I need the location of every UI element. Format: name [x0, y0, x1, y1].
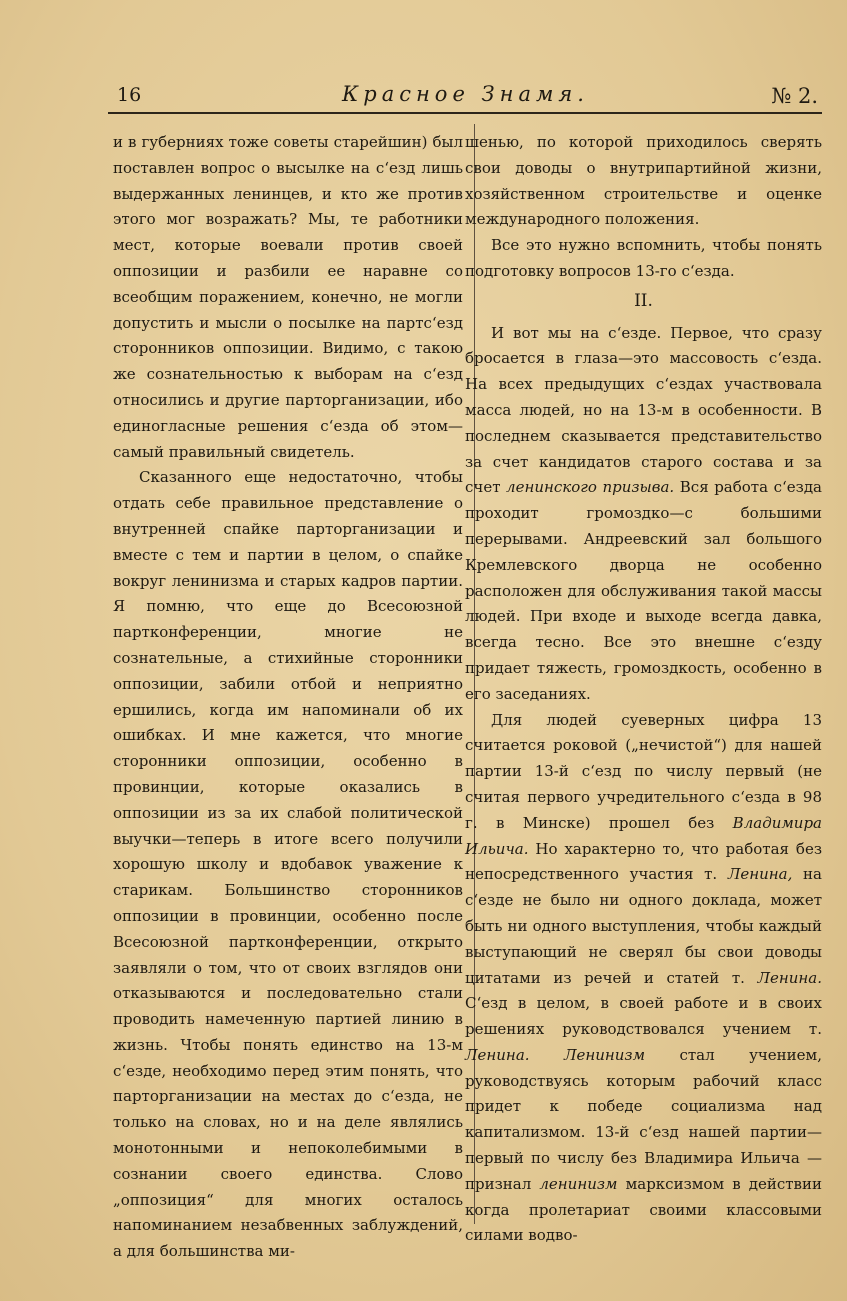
text-run: Но характерно то, что работая без непосредственного участия т. [465, 839, 822, 884]
left-paragraph-1: и в губерниях тоже советы старейшин) был поставлен вопрос о высылке на с‘езд лишь выдержанных ленинцев, и кто же против этого мог возражать? Мы, те работники мест, которые воевали против своей оппозиции и разбили ее наравне со всеобщим поражением, конечно, не могли допустить и мысли о посылке на партс‘езд сторонников оппозиции. Видимо, с такою же сознательностью к выборам на с‘езд относились и другие парторганизации, ибо единогласные решения с‘езда об этом—самый правильный свидетель. [113, 133, 463, 461]
text-run: С‘езд в целом, в своей работе и в своих решениях руководствовался учением т. [465, 994, 822, 1039]
text-run: марксизмом в действии когда пролетариат своими классовыми силами водво- [465, 1174, 822, 1245]
right-paragraph-1: шенью, по которой приходилось сверять свои доводы о внутрипартийной жизни, хозяйственном строительстве и оценке международного положения. [465, 133, 822, 229]
emphasis-lenin: Ленина. [757, 968, 822, 987]
emphasis-lenin: Ленина, [727, 865, 793, 884]
page-header [113, 80, 818, 112]
right-paragraph-3 [465, 321, 822, 708]
emphasis-lenin-call: ленинского призыва. [506, 478, 675, 497]
section-number: II. [634, 290, 653, 311]
emphasis-leninism: Ленина. Ленинизм [465, 1045, 646, 1064]
emphasis-leninism: ленинизм [539, 1174, 618, 1193]
right-paragraph-4 [465, 708, 822, 1250]
left-paragraph-2: Сказанного еще недостаточно, чтобы отдать себе правильное представление о внутренней спайке парторганизации и вместе с тем и партии в целом, о спайке вокруг ленинизма и старых кадров партии. Я помню, что еще до Всесоюзной партконференции, многие не сознательные, а стихийные сторонники оппозиции, забили отбой и неприятно ершились, когда им напоминали об их ошибках. И мне кажется, что многие сторонники оппозиции, особенно в провинции, которые оказались в оппозиции из за их слабой политической выучки—теперь в итоге всего получили хорошую школу и вдобавок уважение к старикам. Большинство сторонников оппозиции в провинции, особенно после Всесоюзной партконференции, открыто заявляли о том, что от своих взглядов они отказываются и последовательно стали проводить намеченную партией линию в жизнь. Чтобы понять единство на 13-м с‘езде, необходимо перед этим понять, что парторганизации на местах до с‘езда, не только на словах, но и на деле являлись монотонными и непоколебимыми в сознании своего единства. Слово „оппозиция“ для многих осталось напоминанием незабвенных заблуждений, а для большинства ми- [113, 468, 463, 1261]
text-run: И вот мы на с‘езде. Первое, что сразу бросается в глаза—это массовость с‘езда. На всех предыдущих с‘ездах участвовала масса людей, но на 13-м в особенности. В последнем сказывается представительство за счет кандидатов старого состава и за счет [465, 323, 822, 497]
journal-title: Красное Знамя. [342, 82, 589, 106]
left-column [113, 130, 463, 1265]
text-run: Вся работа с‘езда проходит громоздко—с большими перерывами. Андреевский зал большого Кремлевского дворца не особенно расположен для обслуживания такой массы людей. При входе и выходе всегда давка, всегда тесно. Все это внешне с‘езду придает тяжесть, громоздкость, особенно в его заседаниях. [465, 478, 822, 703]
issue-number: № 2. [771, 84, 818, 108]
page-number: 16 [117, 84, 142, 106]
right-paragraph-2: Все это нужно вспомнить, чтобы понять подготовку вопросов 13-го с‘езда. [465, 236, 822, 280]
text-run: Для людей суеверных цифра 13 считается роковой („нечистой“) для нашей партии 13-й с‘езд по числу первый (не считая первого учредительного с‘езда в 98 г. в Минске) прошел без [465, 710, 822, 832]
header-rule [108, 112, 822, 114]
text-run: на с‘езде не было ни одного доклада, может быть ни одного выступления, чтобы каждый выступающий не сверял бы свои доводы цитатами из речей и статей т. [465, 865, 822, 987]
right-column [465, 130, 822, 1249]
emphasis-vladimir-ilyich: Владимира Ильича. [465, 813, 822, 858]
text-run: стал учением, руководствуясь которым рабочий класс придет к победе социализма над капитализмом. 13-й с‘езд нашей партии—первый по числу без Владимира Ильича — признал [465, 1045, 822, 1193]
